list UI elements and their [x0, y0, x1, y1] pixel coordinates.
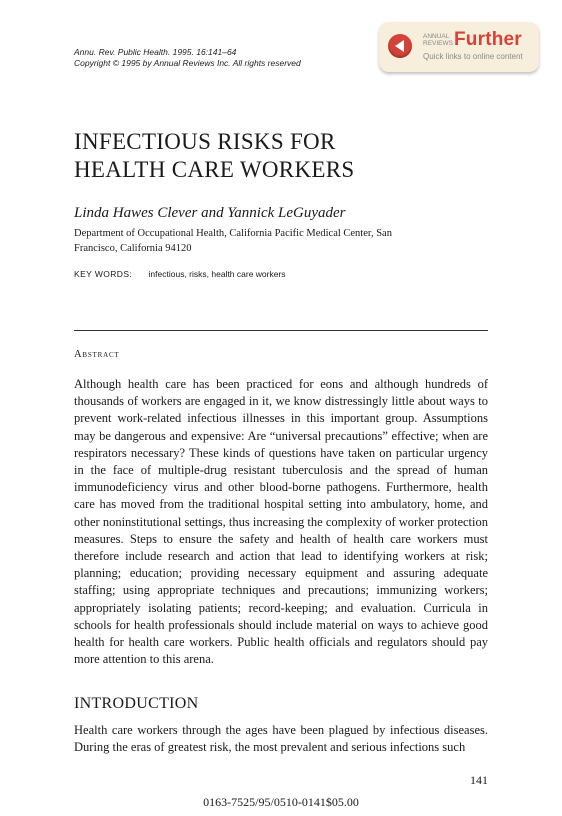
abstract-body: Although health care has been practiced for eons and although hundreds of thousands of workers are engaged in it, we know distressingly little about ways to prevent work-related infectious illnesses in this important group. Assumptions may be dangerous and expensive: Are “universal precautions” effective; when are respirators necessary? These kinds of questions have taken on particular urgency in the face of multiple-drug resistant tuberculosis and the spread of human immunodeficiency virus and other blood-borne pathogens. Furthermore, health care has moved from the traditional hospital setting into ambulatory, home, and other noninstitutional settings, thus increasing the complexity of worker protection measures. Steps to ensure the safety and health of health care workers must therefore include research and action that lead to identifying workers at risk; planning; education; providing necessary equipment and assuring adequate staffing; using appropriate techniques and precautions; immunizing workers; appropriately isolating patients; record-keeping; and evaluation. Curricula in schools for health professionals should include material on ways to achieve good health for health care workers. Public health officials and regulators should pay more attention to this arena.: [74, 377, 488, 667]
introduction-body: Health care workers through the ages have been plagued by infectious diseases. During the eras of greatest risk, the most prevalent and serious infections such: [74, 723, 488, 755]
journal-line: Annu. Rev. Public Health. 1995. 16:141–64: [74, 47, 237, 57]
copyright-line: Copyright © 1995 by Annual Reviews Inc. All rights reserved: [74, 58, 301, 68]
article-title: INFECTIOUS RISKS FOR HEALTH CARE WORKERS: [74, 129, 355, 182]
article-authors: Linda Hawes Clever and Yannick LeGuyader: [74, 205, 346, 221]
introduction-heading: INTRODUCTION: [74, 695, 199, 712]
key-words-list: infectious, risks, health care workers: [148, 269, 286, 279]
key-words-label: KEY WORDS:: [74, 269, 133, 279]
key-words: [74, 269, 286, 279]
article-code: 0163-7525/95/0510-0141$05.00: [203, 795, 359, 809]
section-divider: [74, 330, 488, 331]
abstract-heading: Abstract: [74, 349, 120, 360]
journal-citation: [74, 47, 301, 69]
annual-reviews-wordmark: ANNUAL REVIEWS: [423, 33, 453, 47]
further-label: Further: [454, 29, 522, 50]
further-subtitle: Quick links to online content: [423, 52, 523, 61]
arrow-left-circle-icon: [388, 34, 412, 58]
author-affiliation: Department of Occupational Health, California Pacific Medical Center, San Francisco, California 94120: [74, 228, 392, 254]
further-quick-links-button[interactable]: [379, 22, 539, 72]
page-number: 141: [470, 773, 488, 787]
